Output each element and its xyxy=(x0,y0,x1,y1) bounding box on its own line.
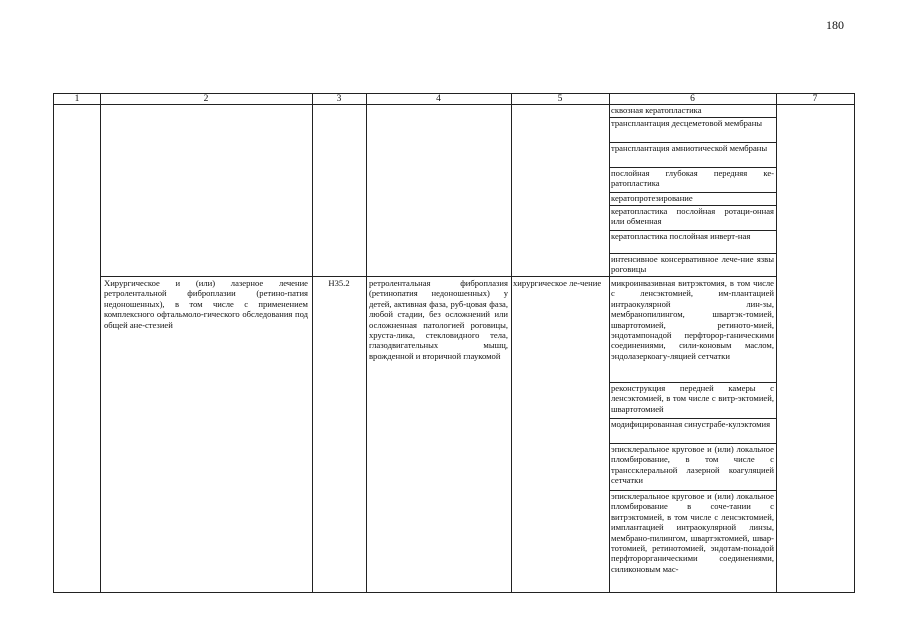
col-divider xyxy=(776,94,777,592)
col-divider xyxy=(312,94,313,592)
col-header-5: 5 xyxy=(557,94,563,104)
method-cell: модифицированная синустрабе-кулэктомия xyxy=(611,419,771,429)
row-divider xyxy=(100,276,609,277)
col-divider xyxy=(511,94,512,592)
treatment-table xyxy=(53,93,855,593)
method-cell: эписклеральное круговое и (или) локальное пломбирование в соче-тании с витрэктомией, в том числе с ленсэктомией, имплантацией интраокулярной линзы, мембрано-пилингом, швартэктомией, швар-тотомией, ретинотомией, эндотам-понадой перфторорганическими соединениями, силиконовым мас- xyxy=(611,491,774,574)
col-header-1: 1 xyxy=(74,94,80,104)
method-cell: кератопластика послойная ротаци-онная или обменная xyxy=(611,206,774,227)
method-cell: трансплантация амниотической мембраны xyxy=(611,143,768,153)
col-header-7: 7 xyxy=(812,94,818,104)
cell-divider xyxy=(609,276,776,277)
method-cell: интенсивное консервативное лече-ние язвы роговицы xyxy=(611,254,774,275)
method-cell: сквозная кератопластика xyxy=(611,105,702,115)
method-cell: кератопластика послойная инверт-ная xyxy=(611,231,751,241)
treatment-type: хирургическое ле-чение xyxy=(513,278,602,288)
method-cell: микроинвазивная витрэктомия, в том числе с ленсэктомией, им-плантацией интраокулярной лин-зы, мембранопилингом, швартэк-томией, швартотомией, ретиното-мией, эндотампонадой перфторор-ганическими соединениями, сили-коновым маслом, эндолазеркоагу-ляцией сетчатки xyxy=(611,278,774,361)
col-divider xyxy=(100,94,101,592)
page-number: 180 xyxy=(826,18,844,32)
method-cell: послойная глубокая передняя ке-ратопластика xyxy=(611,168,774,189)
method-cell: кератопротезирование xyxy=(611,193,693,203)
method-cell: эписклеральное круговое и (или) локальное пломбирование, в том числе с транссклеральной лазерной коагуляцией сетчатки xyxy=(611,444,774,486)
table-header-row xyxy=(54,94,854,105)
method-cell: трансплантация десцеметовой мембраны xyxy=(611,118,763,128)
col-header-2: 2 xyxy=(203,94,209,104)
col-header-4: 4 xyxy=(436,94,441,104)
procedure-description: Хирургическое и (или) лазерное лечение ретролентальной фиброплазии (ретино-патия недоношенных), в том числе с применением комплексного офтальмоло-гического обследования под общей ане-стезией xyxy=(104,278,308,330)
icd-code: H35.2 xyxy=(328,278,350,288)
patient-model: ретролентальная фиброплазия (ретинопатия недоношенных) у детей, активная фаза, руб-цовая фаза, любой стадии, без осложнений или осложненная патологией роговицы, хруста-лика, стекловидного тела, глазодвигательных мышц, врожденной и вторичной глаукомой xyxy=(369,278,508,361)
method-cell: реконструкция передней камеры с ленсэктомией, в том числе с витр-эктомией, швартотомией xyxy=(611,383,774,414)
col-header-6: 6 xyxy=(690,94,695,104)
col-header-3: 3 xyxy=(336,94,342,104)
col-divider xyxy=(366,94,367,592)
